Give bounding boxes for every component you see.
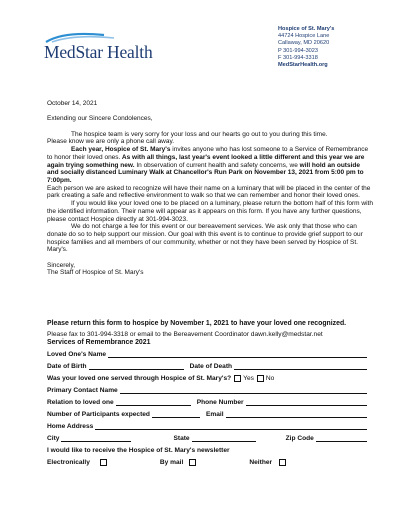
city-label: City (47, 434, 60, 442)
state-label: State (173, 434, 190, 442)
form-title: Services of Remembrance 2021 (47, 338, 151, 346)
letter-greeting: Extending our Sincere Condolences, (47, 115, 153, 123)
row-primary-contact (47, 382, 373, 394)
row-dates (47, 358, 373, 370)
row-city-state-zip (47, 430, 373, 442)
by-mail-label: By mail (159, 458, 184, 466)
dod-field[interactable] (234, 362, 367, 370)
yes-checkbox[interactable] (234, 375, 241, 382)
org-name: MedStar Health (44, 42, 153, 62)
paragraph-5: We do not charge a fee for this event or our bereavement services. We ask only that those who can donate do so to help support our mission. Our goal with this event is to continue to provide grief support to our hospice families and all members of our community, whether or not they have been served by Hospice of St. Mary's. (47, 223, 363, 254)
no-checkbox[interactable] (257, 375, 264, 382)
address-city: Callaway, MD 20620 (278, 40, 330, 47)
letter-date: October 14, 2021 (47, 100, 98, 107)
email-label: Email (205, 410, 224, 418)
address-block (278, 26, 393, 69)
relation-label: Relation to loved one (47, 398, 114, 406)
letter-body (47, 100, 373, 277)
row-home-address (47, 418, 373, 430)
neither-checkbox[interactable] (279, 459, 286, 466)
participants-field[interactable] (152, 410, 200, 418)
row-participants (47, 406, 373, 418)
fax-note: Please fax to 301-994-3318 or email to the Bereavement Coordinator dawn.kelly@medstar.net (47, 331, 323, 339)
email-field[interactable] (226, 410, 367, 418)
zip-field[interactable] (316, 434, 367, 442)
loved-one-name-label: Loved One's Name (47, 350, 107, 358)
phone-label: Phone Number (196, 398, 244, 406)
logo-mark-icon (44, 29, 194, 43)
address-fax: F 301-994-3318 (278, 54, 318, 61)
signature: The Staff of Hospice of St. Mary's (47, 269, 144, 277)
remembrance-form (47, 320, 373, 466)
paragraph-1: The hospice team is very sorry for your loss and our hearts go out to you during this time. Please know we are only a phone call away. (47, 130, 328, 146)
relation-field[interactable] (116, 398, 191, 406)
yes-label: Yes (243, 374, 254, 382)
paragraph-4: If you would like your loved one to be placed on a luminary, please return the bottom half of this form with the identified information. Their name will appear as it appears on this form. If you have any further questions, please contact Hospice directly at 301-994-3023. (47, 200, 373, 223)
address-street: 44724 Hospice Lane (278, 33, 330, 40)
newsletter-label: I would like to receive the Hospice of St. Mary's newsletter (47, 446, 230, 454)
city-field[interactable] (61, 434, 131, 442)
participants-label: Number of Participants expected (47, 410, 150, 418)
loved-one-name-field[interactable] (108, 350, 367, 358)
form-heading: Please return this form to hospice by November 1, 2021 to have your loved one recognized. (47, 320, 347, 327)
zip-label: Zip Code (285, 434, 314, 442)
row-relation (47, 394, 373, 406)
address-name: Hospice of St. Mary's (278, 26, 335, 32)
home-address-label: Home Address (47, 422, 94, 430)
address-website[interactable]: MedStarHealth.org (278, 62, 328, 69)
paragraph-3: Each person we are asked to recognize will have their name on a luminary that will be placed in the center of the park creating a safe and reflective environment to walk so that we can remember and honor their loved ones. (47, 184, 371, 200)
primary-contact-label: Primary Contact Name (47, 386, 118, 394)
electronically-label: Electronically (47, 458, 90, 466)
phone-field[interactable] (246, 398, 367, 406)
dob-label: Date of Birth (47, 362, 87, 370)
address-phone: P 301-994-3023 (278, 47, 319, 54)
medstar-logo (44, 29, 194, 63)
state-field[interactable] (192, 434, 256, 442)
dob-field[interactable] (89, 362, 184, 370)
row-served (47, 370, 373, 382)
neither-label: Neither (249, 458, 273, 466)
dod-label: Date of Death (189, 362, 233, 370)
electronically-checkbox[interactable] (100, 459, 107, 466)
no-label: No (265, 374, 275, 382)
by-mail-checkbox[interactable] (189, 459, 196, 466)
closing: Sincerely, (47, 261, 76, 269)
row-newsletter (47, 442, 373, 454)
primary-contact-field[interactable] (120, 386, 367, 394)
paragraph-2: Each year, Hospice of St. Mary's invites anyone who has lost someone to a Service of Remembrance to honor their loved ones. As with all things, last year's event looked a little different and this year we are again trying something new. In observation of current health and safety concerns, we will hold an outside and socially distanced Luminary Walk at Chancellor's Run Park on November 13, 2021 from 5:00 pm to 7:00pm. (47, 146, 369, 184)
row-newsletter-options (47, 454, 373, 466)
home-address-field[interactable] (95, 422, 367, 430)
row-loved-one (47, 346, 373, 358)
served-question: Was your loved one served through Hospice of St. Mary's? (47, 374, 232, 382)
